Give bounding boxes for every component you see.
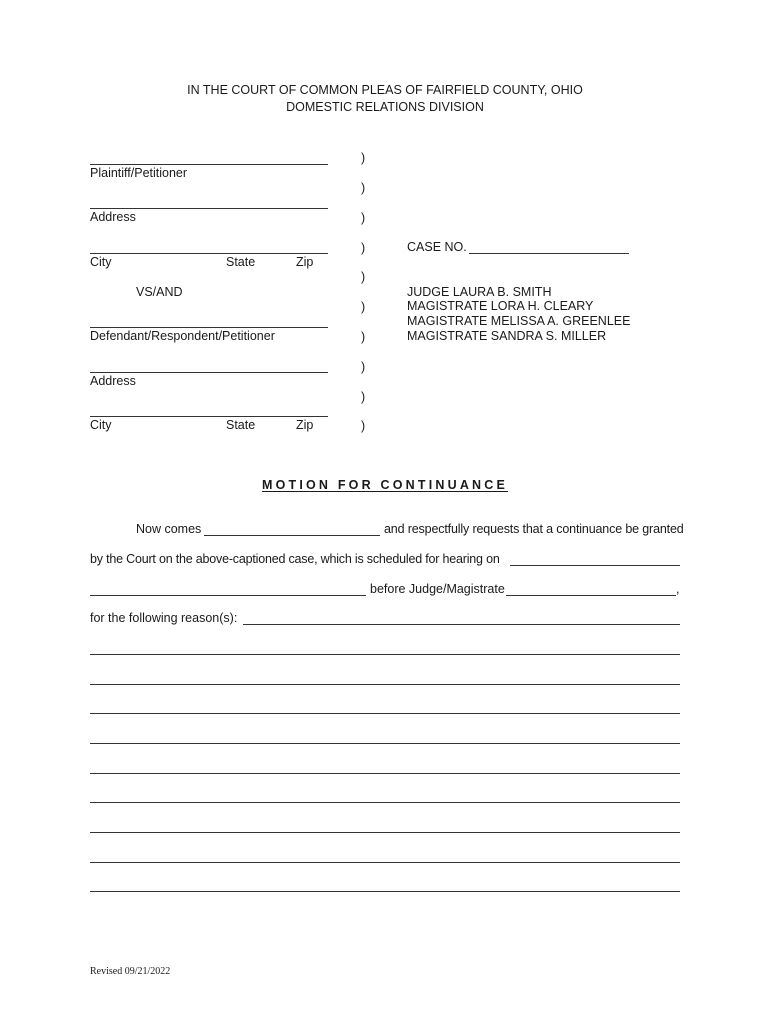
reason-line[interactable] xyxy=(90,743,680,744)
magistrate-name: MAGISTRATE LORA H. CLEARY xyxy=(407,299,594,313)
case-no-field[interactable] xyxy=(469,253,629,254)
defendant-state-label: State xyxy=(226,418,256,432)
reason-line[interactable] xyxy=(243,624,680,625)
caption-paren: ) xyxy=(361,330,366,344)
court-name: IN THE COURT OF COMMON PLEAS OF FAIRFIELD COUNTY, OHIO xyxy=(187,83,583,97)
reason-line[interactable] xyxy=(90,862,680,863)
judge-name: JUDGE LAURA B. SMITH xyxy=(407,285,552,299)
case-no-label: CASE NO. xyxy=(407,240,467,254)
plaintiff-label: Plaintiff/Petitioner xyxy=(90,166,188,180)
caption-paren: ) xyxy=(361,181,366,195)
magistrate-name: MAGISTRATE MELISSA A. GREENLEE xyxy=(407,314,631,328)
defendant-address-label: Address xyxy=(90,374,136,388)
plaintiff-zip-label: Zip xyxy=(296,255,314,269)
plaintiff-address-label: Address xyxy=(90,210,136,224)
defendant-name-field[interactable] xyxy=(90,327,328,328)
defendant-city-label: City xyxy=(90,418,112,432)
revised-date: Revised 09/21/2022 xyxy=(90,966,171,977)
reason-line[interactable] xyxy=(90,654,680,655)
caption-paren: ) xyxy=(361,211,366,225)
hearing-date-field[interactable] xyxy=(510,565,680,566)
judge-magistrate-field[interactable] xyxy=(506,595,676,596)
requests-text: and respectfully requests that a continuance be granted xyxy=(384,522,684,536)
plaintiff-state-label: State xyxy=(226,255,256,269)
movant-name-field[interactable] xyxy=(204,535,380,536)
reason-line[interactable] xyxy=(90,773,680,774)
reason-line[interactable] xyxy=(90,684,680,685)
by-court-text: by the Court on the above-captioned case, which is scheduled for hearing on xyxy=(90,552,500,566)
caption-paren: ) xyxy=(361,360,366,374)
defendant-zip-label: Zip xyxy=(296,418,314,432)
comma-text: , xyxy=(676,582,680,596)
defendant-city-field[interactable] xyxy=(90,416,328,417)
reason-line[interactable] xyxy=(90,891,680,892)
reason-line[interactable] xyxy=(90,832,680,833)
caption-paren: ) xyxy=(361,419,366,433)
versus-label: VS/AND xyxy=(136,285,183,299)
caption-paren: ) xyxy=(361,300,366,314)
caption-paren: ) xyxy=(361,390,366,404)
magistrate-name: MAGISTRATE SANDRA S. MILLER xyxy=(407,329,607,343)
reasons-label: for the following reason(s): xyxy=(90,611,238,625)
hearing-time-field[interactable] xyxy=(90,595,366,596)
plaintiff-address-field[interactable] xyxy=(90,208,328,209)
plaintiff-city-label: City xyxy=(90,255,112,269)
caption-paren: ) xyxy=(361,151,366,165)
defendant-label: Defendant/Respondent/Petitioner xyxy=(90,329,275,343)
caption-paren: ) xyxy=(361,241,366,255)
reason-line[interactable] xyxy=(90,713,680,714)
reason-line[interactable] xyxy=(90,802,680,803)
division-name: DOMESTIC RELATIONS DIVISION xyxy=(286,100,484,114)
plaintiff-name-field[interactable] xyxy=(90,164,328,165)
now-comes-text: Now comes xyxy=(136,522,202,536)
caption-paren: ) xyxy=(361,270,366,284)
motion-title: MOTION FOR CONTINUANCE xyxy=(261,478,509,492)
plaintiff-city-field[interactable] xyxy=(90,253,328,254)
before-text: before Judge/Magistrate xyxy=(370,582,505,596)
defendant-address-field[interactable] xyxy=(90,372,328,373)
